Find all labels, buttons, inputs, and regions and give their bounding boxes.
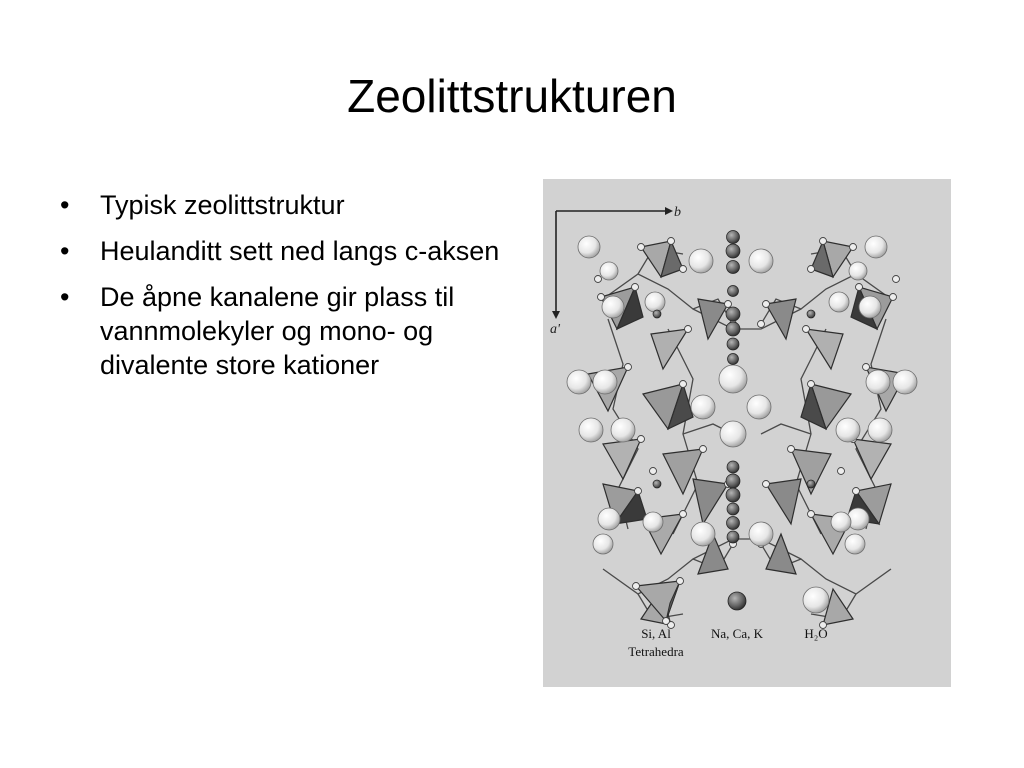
axis-label-b: b <box>674 205 681 220</box>
bullet-item <box>60 188 510 222</box>
crystal-structure-drawing <box>543 179 951 687</box>
slide-title: Zeolittstrukturen <box>347 70 677 122</box>
bullet-marker: • <box>60 190 70 220</box>
bullet-marker: • <box>60 282 70 312</box>
bullet-text: Heulanditt sett ned langs c-aksen <box>100 236 500 266</box>
bullet-marker: • <box>60 236 70 266</box>
bullet-text: Typisk zeolittstruktur <box>100 190 345 220</box>
axis-label-a: a' <box>550 322 560 337</box>
cation-legend-icon <box>728 592 746 610</box>
bullet-list <box>60 188 510 394</box>
heulandite-structure-figure <box>543 179 951 687</box>
water-legend-icon <box>803 587 829 613</box>
legend-tetrahedra-label-line1: Si, Al <box>641 626 671 641</box>
legend-cations-label: Na, Ca, K <box>711 626 763 641</box>
bullet-text: De åpne kanalene gir plass til vannmolekyler og mono- og divalente store kationer <box>100 282 455 380</box>
bullet-item <box>60 280 510 382</box>
legend-tetrahedra-label-line2: Tetrahedra <box>628 644 684 659</box>
legend-water-label: H₂O <box>804 626 828 641</box>
bullet-item <box>60 234 510 268</box>
